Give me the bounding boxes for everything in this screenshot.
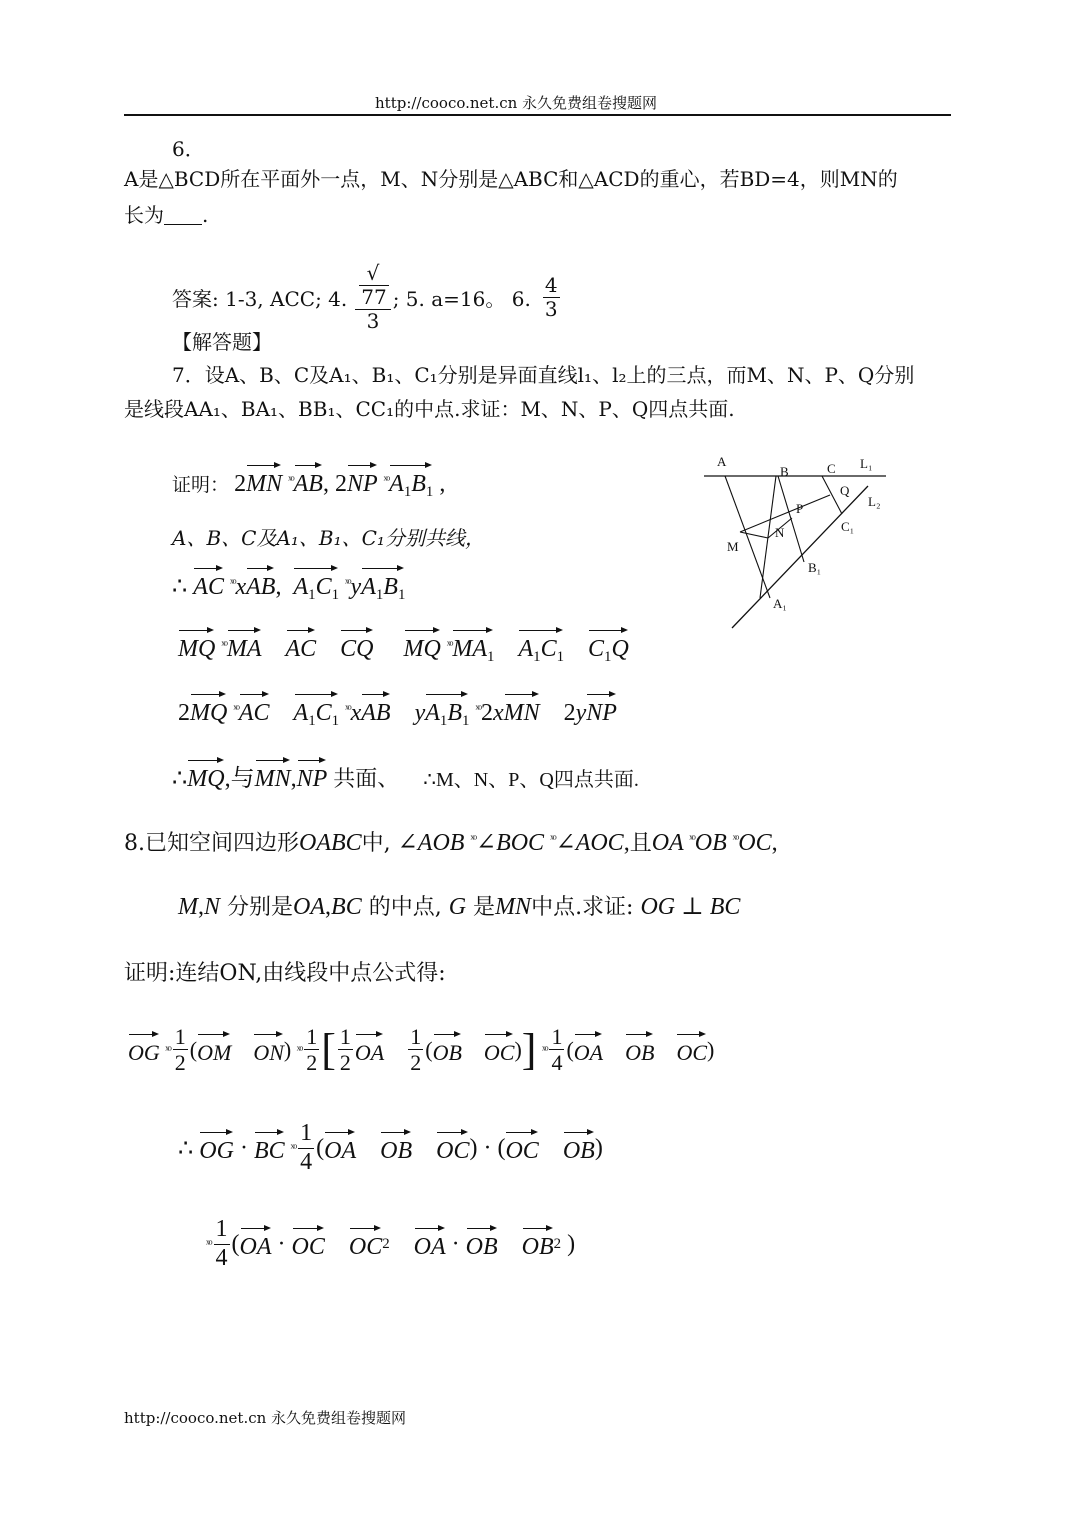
q7-figure [700,448,900,634]
page-footer: http://cooco.net.cn 永久免费组卷搜题网 [124,1409,407,1427]
q7-2mq-line: 2MQ $^{ˣᵒ}$AC $A_1C_1$ $^{ˣᵒ}$xAB $yA_1B_1$ $^{ˣᵒ}$2xMN 2yNP [178,694,617,730]
fig-label-a1: A₁ [773,596,787,611]
seg-cc1 [822,476,842,514]
answers-prefix: 答案: 1-3, ACC; 4. [172,287,348,311]
q8-line1: 8.已知空间四边形OABC中, ∠AOB $^{ˣᵒ}$∠BOC $^{ˣᵒ}$∠AOC,且OA $^{ˣᵒ}$OB $^{ˣᵒ}$OC, [124,830,778,856]
section-title: 【解答题】 [172,330,272,354]
fig-label-q: Q [840,483,850,498]
fig-label-c1: C₁ [841,519,855,534]
q8-proof-line: 证明:连结ON,由线段中点公式得: [124,961,446,986]
q7-collinear: A、B、C及A₁、B₁、C₁分别共线， [172,526,485,550]
fig-label-c: C [827,461,836,476]
fig-label-b1: B₁ [808,560,822,575]
fig-label-l2: L₂ [868,494,881,509]
answers-mid: ; 5. a=16。 6. [392,287,531,311]
page-header: http://cooco.net.cn 永久免费组卷搜题网 [375,94,658,112]
q8-og-line: OG ˣᵒ $\frac{1}{2}$ ( OM ON ) ˣᵒ $\frac{1}{2}$ [ $\frac{1}{2}$ OA $\frac{1}{2}$ ( OB OC ) ] ˣᵒ $\frac{1}{4}$ ( OA OB OC ) [128,1024,715,1076]
q7-proof-line1: 证明： 2MN $^{ˣᵒ}$AB, 2NP $^{ˣᵒ}A_1B_1$ , [172,465,445,501]
q7-line1: 7．设A、B、C及A₁、B₁、C₁分别是异面直线l₁、l₂上的三点，而M、N、P、Q分别 [172,363,915,387]
fig-label-m: M [727,539,739,554]
fig-label-l1: L₁ [860,456,873,471]
answer-blank [164,206,202,225]
q7-line-therefore: ∴ AC $^{ˣᵒ}$xAB, $A_1C_1$ $^{ˣᵒ}yA_1B_1$ [172,568,405,604]
q7-mq-line: MQ $^{ˣᵒ}$MA AC CQ MQ $^{ˣᵒ}MA_1$ $A_1C_1$ $C_1Q$ [178,630,629,666]
fig-label-b: B [780,464,789,479]
fig-label-p: P [796,501,804,516]
seg-mn [740,532,768,538]
answers-line [172,262,562,333]
q8-line2: M,N 分别是OA,BC 的中点, G 是MN中点.求证: OG ⊥ BC [178,894,741,920]
fig-label-a: A [717,454,727,469]
q8-dot-line: ∴ OG · BC ˣᵒ $\frac{1}{4}$ ( OA OB OC ) · ( OC OB ) [178,1120,603,1175]
q6-line1: A是△BCD所在平面外一点，M、N分别是△ABC和△ACD的重心，若BD=4，则MN的 [124,167,898,191]
q8-expand-line: ˣᵒ $\frac{1}{4}$ ( OA · OC OC 2 OA · OB OB 2 ) [206,1216,576,1271]
fig-label-n: N [775,525,785,540]
four-thirds-fraction: $\frac{4}{3}$ [544,273,558,321]
header-rule [124,114,951,116]
q6-line2: 长为 . [124,203,209,227]
sqrt77-fraction: √ 77 3 [355,262,390,333]
q7-line2: 是线段AA₁、BA₁、BB₁、CC₁的中点.求证：M、N、P、Q四点共面. [124,397,735,421]
q6-number: 6． [172,137,205,161]
q7-coplanar-line: ∴MQ,与MN,NP 共面、 ∴M、N、P、Q四点共面. [172,758,639,793]
